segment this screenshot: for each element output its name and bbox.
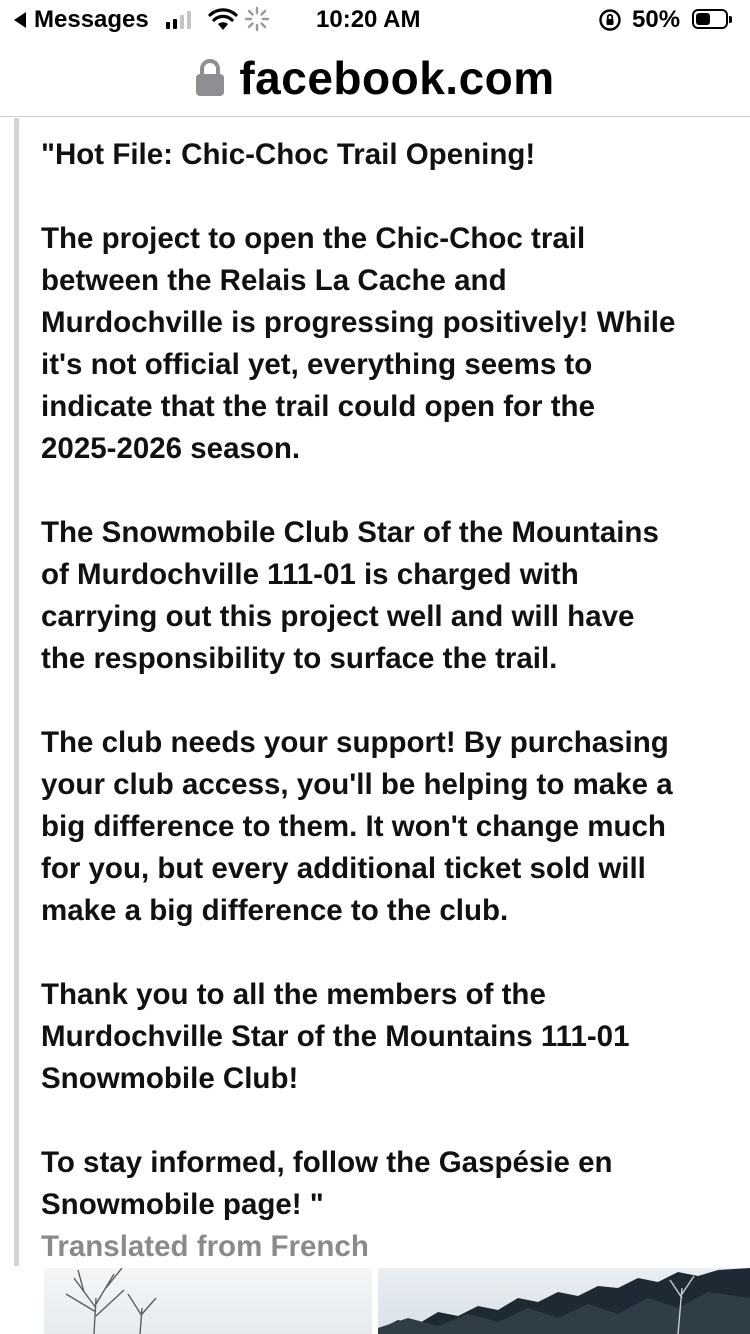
- post-paragraph: [41, 218, 731, 470]
- post-line: Snowmobile page! ": [41, 1188, 324, 1221]
- quote-bar: [14, 118, 19, 1266]
- post-line: your club access, you'll be helping to make a: [41, 768, 673, 801]
- post-paragraph: [41, 722, 731, 932]
- post-line: of Murdochville 111-01 is charged with: [41, 558, 579, 591]
- post-line: Snowmobile Club!: [41, 1062, 299, 1095]
- post-paragraph: [41, 134, 731, 176]
- post-line: it's not official yet, everything seems to: [41, 348, 593, 381]
- post-line: indicate that the trail could open for the: [41, 390, 595, 423]
- post-line: The club needs your support! By purchasing: [41, 726, 669, 759]
- post-text: [41, 134, 731, 1226]
- post-line: The Snowmobile Club Star of the Mountains: [41, 516, 659, 549]
- cellular-signal-icon: [166, 11, 191, 29]
- translated-post: [0, 118, 750, 1266]
- post-line: Murdochville Star of the Mountains 111-01: [41, 1020, 630, 1053]
- post-paragraph: [41, 974, 731, 1100]
- post-paragraph: [41, 1142, 731, 1226]
- post-line: the responsibility to surface the trail.: [41, 642, 558, 675]
- battery-percent: 50%: [632, 6, 681, 33]
- status-time: 10:20 AM: [316, 6, 421, 33]
- photo-forest-trail[interactable]: [378, 1268, 750, 1334]
- post-line: Thank you to all the members of the: [41, 978, 546, 1011]
- lock-icon: [195, 57, 225, 97]
- post-line: carrying out this project well and will have: [41, 600, 635, 633]
- post-paragraph: [41, 512, 731, 680]
- activity-spinner-icon: [244, 6, 270, 32]
- battery-fill: [696, 13, 710, 25]
- translated-from-label[interactable]: Translated from French: [41, 1230, 369, 1263]
- status-bar: [0, 0, 750, 40]
- url-domain: facebook.com: [239, 52, 555, 104]
- post-line: make a big difference to the club.: [41, 894, 509, 927]
- post-line: big difference to them. It won't change much: [41, 810, 666, 843]
- post-line: To stay informed, follow the Gaspésie en: [41, 1146, 613, 1179]
- post-line: 2025-2026 season.: [41, 432, 301, 465]
- post-line: "Hot File: Chic-Choc Trail Opening!: [41, 138, 536, 171]
- battery-icon: [692, 9, 728, 29]
- back-triangle-icon: [14, 12, 26, 28]
- browser-url-bar[interactable]: [0, 40, 750, 117]
- back-label: Messages: [34, 6, 149, 33]
- post-line: between the Relais La Cache and: [41, 264, 507, 297]
- wifi-icon: [208, 8, 238, 32]
- post-line: Murdochville is progressing positively! While: [41, 306, 676, 339]
- back-to-messages[interactable]: [14, 6, 149, 34]
- photo-winter-trees[interactable]: [44, 1268, 372, 1334]
- photo-strip: [44, 1268, 750, 1334]
- post-line: The project to open the Chic-Choc trail: [41, 222, 586, 255]
- rotation-lock-icon: [598, 8, 622, 32]
- post-line: for you, but every additional ticket sold will: [41, 852, 646, 885]
